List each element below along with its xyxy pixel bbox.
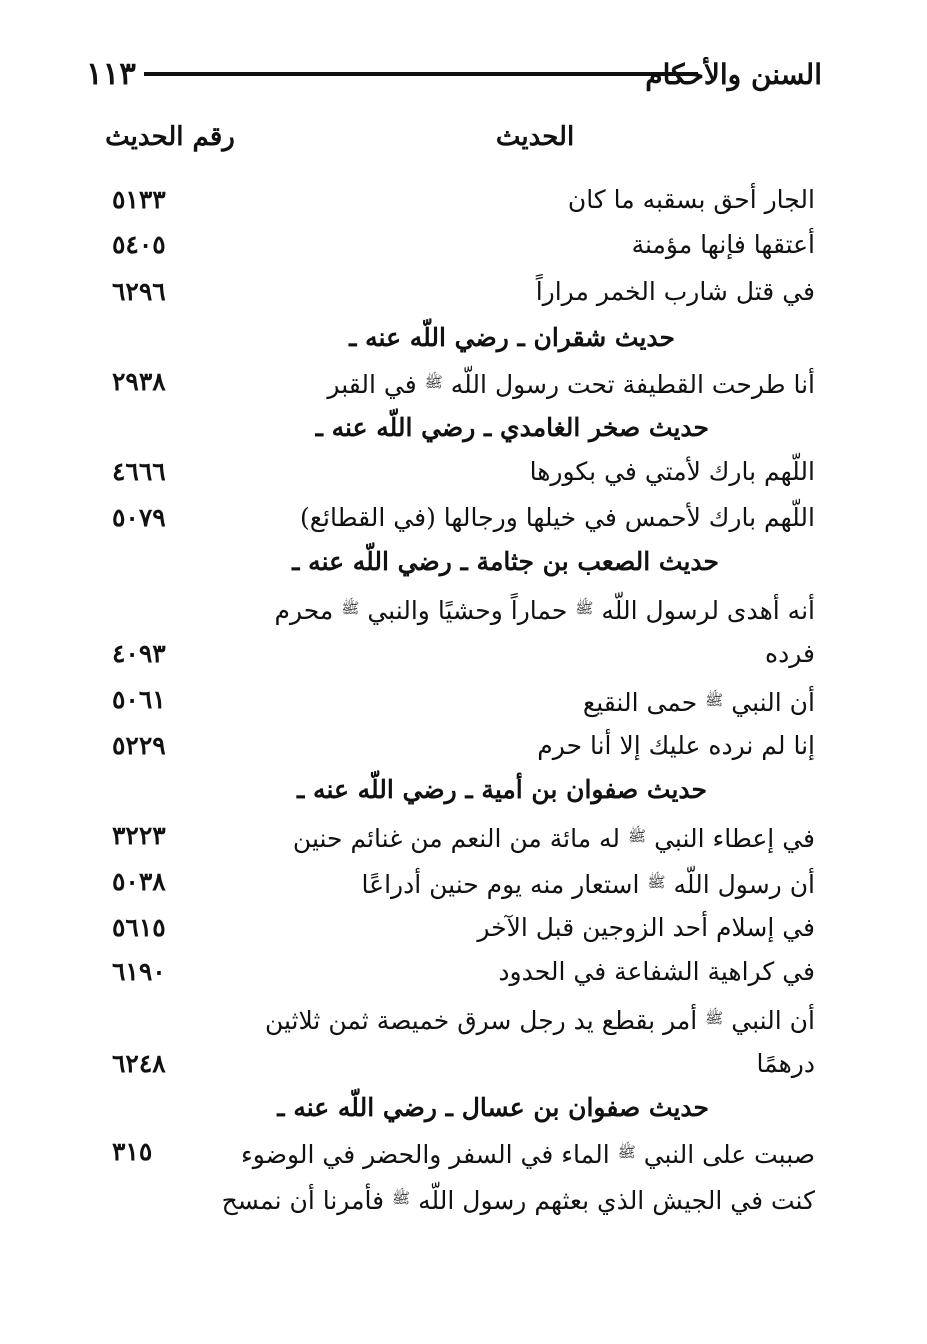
salawat-glyph: ﷺ — [392, 1189, 411, 1207]
salawat-glyph: ﷺ — [575, 599, 594, 617]
column-header-hadith: الحديث — [495, 122, 575, 152]
hadith-text-after: استعار منه يوم حنين أدراعًا — [361, 870, 640, 899]
hadith-row — [0, 952, 927, 992]
hadith-row — [0, 634, 927, 674]
hadith-text-middle: حماراً وحشيًا والنبي — [367, 596, 568, 625]
hadith-row — [0, 1178, 927, 1218]
salawat-glyph: ﷺ — [705, 1009, 724, 1027]
hadith-number: ٦١٩٠ — [112, 957, 166, 986]
hadith-text-before: أنه أهدى لرسول اللّه — [601, 596, 815, 625]
hadith-number: ٦٢٩٦ — [112, 277, 166, 306]
hadith-number: ٣٢٢٣ — [112, 821, 166, 850]
hadith-text: الجار أحق بسقبه ما كان — [567, 185, 815, 214]
salawat-glyph: ﷺ — [628, 827, 647, 845]
hadith-row — [0, 816, 927, 856]
hadith-number: ٥٠٣٨ — [112, 867, 166, 896]
hadith-number: ٥٢٢٩ — [112, 731, 166, 760]
hadith-text-after: الماء في السفر والحضر في الوضوء — [241, 1140, 610, 1169]
hadith-text: إنا لم نرده عليك إلا أنا حرم — [537, 731, 815, 760]
salawat-glyph: ﷺ — [424, 373, 443, 391]
section-heading-row — [0, 542, 927, 582]
hadith-number: ٥٦١٥ — [112, 913, 166, 942]
hadith-text-before: صببت على النبي — [643, 1140, 815, 1169]
hadith-text: فرده — [765, 639, 815, 668]
section-heading-row — [0, 318, 927, 358]
hadith-row — [0, 362, 927, 402]
salawat-glyph: ﷺ — [617, 1143, 636, 1161]
section-heading: حديث صخر الغامدي ـ رضي اللّه عنه ـ — [315, 413, 709, 442]
hadith-text: في إسلام أحد الزوجين قبل الآخر — [477, 913, 815, 942]
hadith-text: في كراهية الشفاعة في الحدود — [498, 957, 815, 986]
hadith-number: ٥٠٦١ — [112, 685, 166, 714]
hadith-text-before: أن رسول اللّه — [673, 870, 815, 899]
page-number: ١١٣ — [86, 56, 136, 92]
hadith-number: ٣١٥ — [112, 1137, 153, 1166]
hadith-text-before: أن النبي — [731, 1006, 815, 1035]
hadith-row — [0, 452, 927, 492]
page-header — [86, 52, 822, 102]
hadith-row — [0, 588, 927, 628]
hadith-text-after: أمر بقطع يد رجل سرق خميصة ثمن ثلاثين — [264, 1006, 698, 1035]
hadith-row — [0, 680, 927, 720]
hadith-row — [0, 1044, 927, 1084]
hadith-row — [0, 498, 927, 538]
hadith-text — [265, 998, 815, 1041]
hadith-text — [274, 588, 815, 631]
hadith-row — [0, 726, 927, 766]
hadith-number: ٢٩٣٨ — [112, 367, 166, 396]
salawat-glyph: ﷺ — [341, 599, 360, 617]
hadith-text — [222, 1178, 815, 1221]
hadith-text — [327, 362, 815, 405]
hadith-text: درهمًا — [756, 1049, 815, 1078]
section-heading: حديث شقران ـ رضي اللّه عنه ـ — [349, 323, 675, 352]
hadith-row — [0, 908, 927, 948]
hadith-text — [362, 862, 815, 905]
header-rule — [144, 72, 698, 76]
hadith-number: ٦٢٤٨ — [112, 1049, 166, 1078]
hadith-row — [0, 862, 927, 902]
hadith-text-after: فأمرنا أن نمسح — [221, 1186, 385, 1215]
hadith-text-before: في إعطاء النبي — [654, 824, 815, 853]
hadith-text — [583, 680, 815, 723]
hadith-text-before: كنت في الجيش الذي بعثهم رسول اللّه — [418, 1186, 815, 1215]
hadith-row — [0, 180, 927, 220]
section-heading: حديث صفوان بن عسال ـ رضي اللّه عنه ـ — [277, 1093, 709, 1122]
section-heading-row — [0, 770, 927, 810]
section-heading-row — [0, 1088, 927, 1128]
hadith-number: ٥١٣٣ — [112, 185, 166, 214]
hadith-text-before: أنا طرحت القطيفة تحت رسول اللّه — [450, 370, 815, 399]
hadith-number: ٤٠٩٣ — [112, 639, 166, 668]
salawat-glyph: ﷺ — [705, 691, 724, 709]
hadith-text-after: حمى النقيع — [582, 688, 698, 717]
hadith-text: أعتقها فإنها مؤمنة — [631, 230, 815, 259]
hadith-text: في قتل شارب الخمر مراراً — [535, 277, 815, 306]
hadith-number: ٥٠٧٩ — [112, 503, 166, 532]
hadith-number: ٤٦٦٦ — [112, 457, 166, 486]
hadith-text — [293, 816, 815, 859]
hadith-text-after: في القبر — [327, 370, 417, 399]
hadith-row — [0, 998, 927, 1038]
hadith-row — [0, 272, 927, 312]
hadith-text — [241, 1132, 815, 1175]
hadith-number: ٥٤٠٥ — [112, 230, 166, 259]
section-heading: حديث الصعب بن جثامة ـ رضي اللّه عنه ـ — [292, 547, 719, 576]
section-heading: حديث صفوان بن أمية ـ رضي اللّه عنه ـ — [297, 775, 707, 804]
hadith-row — [0, 225, 927, 265]
hadith-row — [0, 1132, 927, 1172]
salawat-glyph: ﷺ — [647, 873, 666, 891]
section-heading-row — [0, 408, 927, 448]
hadith-text-after: له مائة من النعم من غنائم حنين — [292, 824, 621, 853]
hadith-text: اللّهم بارك لأحمس في خيلها ورجالها (في القطائع) — [300, 503, 815, 532]
running-title: السنن والأحكام — [645, 58, 822, 91]
column-header-number: رقم الحديث — [105, 122, 235, 152]
hadith-text: اللّهم بارك لأمتي في بكورها — [529, 457, 815, 486]
hadith-text-after: محرم — [274, 596, 334, 625]
hadith-text-before: أن النبي — [731, 688, 815, 717]
